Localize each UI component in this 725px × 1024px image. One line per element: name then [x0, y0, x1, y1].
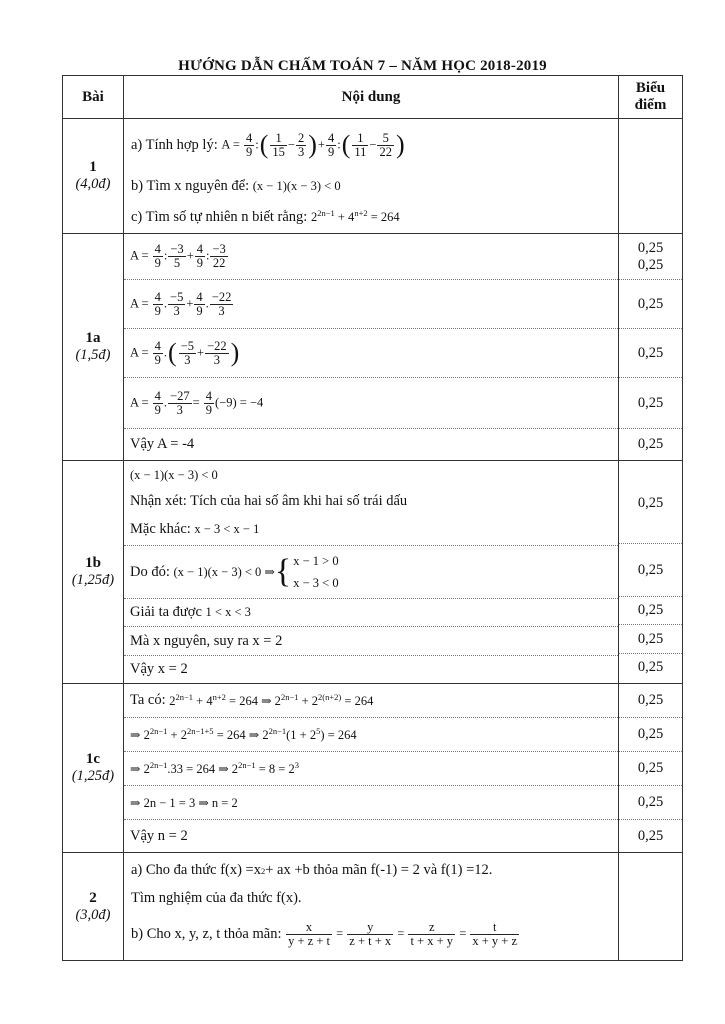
point: 0,25 — [637, 630, 664, 647]
point: 0,25 — [637, 602, 664, 618]
problem-1c: c) Tìm số tự nhiên n biết rằng: $2^{2n-1} + 4^{n+2} = 264$ — [131, 208, 400, 225]
table-header-row — [63, 76, 683, 119]
section-1c-points — [619, 684, 683, 853]
step-1b-1: (x − 1)(x − 3) < 0 — [130, 468, 218, 483]
point: 0,25 — [637, 561, 664, 578]
point: 0,25 — [637, 692, 664, 708]
step-1c-1: Ta có: $2^{2n-1} + 4^{n+2} = 264$ ⇒ $2^{2n-1} + 2^{2(n+2)} = 264$ — [130, 691, 374, 709]
step-1c-2: ⇒ $2^{2n-1} + 2^{2n-1+5} = 264$ ⇒ $2^{2n-1}(1 + 2^5) = 264$ — [124, 717, 618, 751]
conclusion-1c: Vậy n = 2 — [124, 819, 618, 852]
point: 0,25 — [637, 659, 664, 675]
step-1c-4: ⇒ 2n − 1 = 3 ⇒ n = 2 — [124, 785, 618, 819]
section-1b-content — [124, 461, 619, 684]
header-bieu-diem: Biểu điểm — [619, 76, 683, 119]
header-noi-dung: Nội dung — [124, 76, 619, 119]
section-2-content — [124, 853, 619, 961]
point: 0,25 — [637, 726, 664, 742]
section-1a-row — [63, 234, 683, 461]
section-1c-row — [63, 684, 683, 853]
problem-1a: a) Tính hợp lý: A = $\frac{4}{9}$ :( $\frac{1}{15}$ − $\frac{2}{3}$ )+ $\frac{4}{9}$ :( $\frac{1}{11}$ − $\frac{5}{22}$ ) — [131, 130, 405, 159]
step-1a-4: A = $\frac{4}{9}$ . $\frac{-27}{3}$ = $\frac{4}{9}$ (−9) = −4 — [124, 377, 618, 428]
header-bai: Bài — [63, 76, 124, 119]
section-1c-content — [124, 684, 619, 853]
section-1a-content — [124, 234, 619, 461]
point: 0,25 — [637, 827, 664, 844]
section-1b-row — [63, 461, 683, 684]
step-1b-4: Mà x nguyên, suy ra x = 2 — [124, 626, 618, 655]
problem-2a-task: Tìm nghiệm của đa thức f(x). — [131, 890, 302, 906]
point: 0,25 — [637, 794, 664, 810]
section-2-label: 2 (3,0đ) — [63, 853, 124, 961]
section-1-content — [124, 119, 619, 234]
section-1-label: 1 (4,0đ) — [63, 119, 124, 234]
problem-2a: a) Cho đa thức f(x) =x 2 + ax +b thỏa mãn f(-1) = 2 và f(1) =12. — [131, 862, 493, 878]
expression-1a: A = $\frac{4}{9}$ :( $\frac{1}{15}$ − $\frac{2}{3}$ )+ $\frac{4}{9}$ :( $\frac{1}{11}$ − $\frac{5}{22}$ ) — [221, 130, 405, 159]
other-1b: Mặc khác: x − 3 < x − 1 — [130, 520, 260, 537]
conclusion-1b: Vậy x = 2 — [124, 655, 618, 683]
section-1a-points — [619, 234, 683, 461]
section-1-row — [63, 119, 683, 234]
section-2-points — [619, 853, 683, 961]
remark-1b: Nhận xét: Tích của hai số âm khi hai số trái dấu — [130, 493, 408, 510]
point: 0,25 — [637, 256, 664, 273]
point: 0,25 — [637, 295, 664, 312]
problem-1b: b) Tìm x nguyên để: (x − 1)(x − 3) < 0 — [131, 177, 341, 194]
step-1a-2: A = $\frac{4}{9}$ . $\frac{-5}{3}$ + $\frac{4}{9}$ . $\frac{-22}{3}$ — [124, 279, 618, 328]
point: 0,25 — [637, 344, 664, 361]
section-1b-points — [619, 461, 683, 684]
point: 0,25 — [637, 239, 664, 256]
step-1c-3: ⇒ $2^{2n-1}.33 = 264$ ⇒ $2^{2n-1} = 8 = 2^3$ — [124, 751, 618, 785]
step-1a-3: A = $\frac{4}{9}$ .( $\frac{-5}{3}$ + $\frac{-22}{3}$ ) — [124, 328, 618, 377]
point: 0,25 — [637, 436, 664, 452]
section-1a-label: 1a (1,5đ) — [63, 234, 124, 461]
step-1b-2: Do đó: (x − 1)(x − 3) < 0 ⇒ { x − 1 > 0 x − 3 < 0 — [124, 545, 618, 598]
point: 0,25 — [637, 494, 664, 511]
conclusion-1a: Vậy A = -4 — [124, 428, 618, 460]
problem-2b: b) Cho x, y, z, t thỏa mãn: $\frac{x}{y + z + t}$ = $\frac{y}{z + t + x}$ = $\frac{z}{t + x + y}$ = $\frac{t}{x + y + z}$ — [125, 912, 617, 958]
expression-2b: $\frac{x}{y + z + t}$ = $\frac{y}{z + t + x}$ = $\frac{z}{t + x + y}$ = $\frac{t}{x + y + z}$ — [288, 920, 518, 948]
section-1c-label: 1c (1,25đ) — [63, 684, 124, 853]
point: 0,25 — [637, 760, 664, 776]
step-1b-3: Giải ta được 1 < x < 3 — [124, 598, 618, 626]
section-1b-label: 1b (1,25đ) — [63, 461, 124, 684]
section-2-row — [63, 853, 683, 961]
grading-table — [62, 75, 683, 961]
section-1-points — [619, 119, 683, 234]
step-1a-1: A = $\frac{4}{9}$ : $\frac{-3}{5}$ + $\frac{4}{9}$ : $\frac{-3}{22}$ — [130, 242, 226, 270]
point: 0,25 — [637, 394, 664, 411]
page-title: HƯỚNG DẪN CHẤM TOÁN 7 – NĂM HỌC 2018-2019 — [178, 58, 547, 74]
